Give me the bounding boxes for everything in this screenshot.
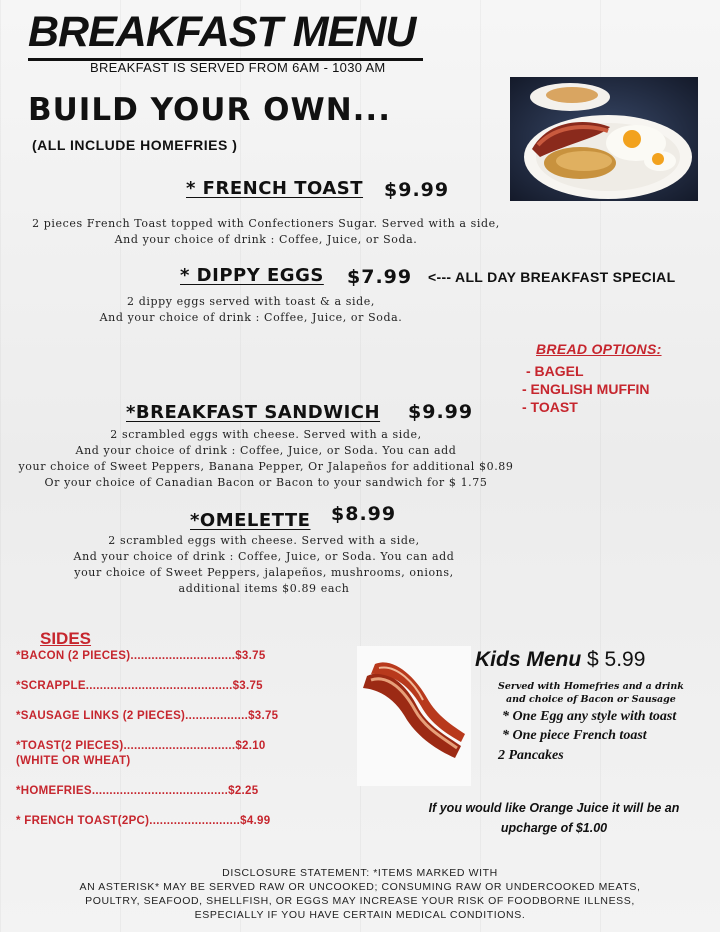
all-day-special-note: <--- ALL DAY BREAKFAST SPECIAL xyxy=(428,269,676,285)
side-price: $3.75 xyxy=(232,680,263,692)
side-label: *TOAST(2 PIECES) xyxy=(16,740,124,752)
omelette-price: $8.99 xyxy=(331,503,397,525)
page-title: BREAKFAST MENU xyxy=(28,6,423,61)
side-label: * FRENCH TOAST(2PC) xyxy=(16,815,150,827)
french-toast-heading: * FRENCH TOAST xyxy=(186,178,364,199)
side-price: $2.25 xyxy=(228,785,259,797)
french-toast-desc-line1: 2 pieces French Toast topped with Confectioners Sugar. Served with a side, xyxy=(32,217,500,230)
kids-item-pancakes: 2 Pancakes xyxy=(498,748,564,763)
kids-note-line2: and choice of Bacon or Sausage xyxy=(506,694,676,705)
side-price: $3.75 xyxy=(248,710,279,722)
served-hours: BREAKFAST IS SERVED FROM 6AM - 1030 AM xyxy=(90,60,386,75)
side-label: *SCRAPPLE xyxy=(16,680,86,692)
side-row-toast xyxy=(16,739,266,769)
side-label: *BACON (2 PIECES) xyxy=(16,650,131,662)
side-row-bacon xyxy=(16,649,266,664)
disclosure-line1: DISCLOSURE STATEMENT: *ITEMS MARKED WITH xyxy=(222,867,498,879)
kids-menu-note xyxy=(498,680,684,706)
breakfast-sandwich-heading: *BREAKFAST SANDWICH xyxy=(126,402,381,423)
sandwich-desc-line2: And your choice of drink : Coffee, Juice, or Soda. You can add xyxy=(75,444,457,457)
disclosure-line4: ESPECIALLY IF YOU HAVE CERTAIN MEDICAL CONDITIONS. xyxy=(194,909,526,921)
oj-note-line1: If you would like Orange Juice it will be an xyxy=(428,801,680,815)
side-dots: ................................ xyxy=(123,740,236,752)
disclosure-line3: POULTRY, SEAFOOD, SHELLFISH, OR EGGS MAY INCREASE YOUR RISK OF FOODBORNE ILLNESS, xyxy=(85,895,635,907)
side-row-french-toast xyxy=(16,814,270,829)
bread-option-bagel: - BAGEL xyxy=(526,363,584,379)
kids-item-egg: * One Egg any style with toast xyxy=(502,709,677,724)
dippy-eggs-desc-line2: And your choice of drink : Coffee, Juice, or Soda. xyxy=(99,311,403,324)
bread-option-english-muffin: - ENGLISH MUFFIN xyxy=(522,381,650,397)
omelette-desc-line3: your choice of Sweet Peppers, jalapeños, mushrooms, onions, xyxy=(74,566,454,579)
kids-item-french-toast: * One piece French toast xyxy=(502,728,647,743)
orange-juice-note xyxy=(404,798,704,838)
side-price: $4.99 xyxy=(240,815,271,827)
include-note: (ALL INCLUDE HOMEFRIES ) xyxy=(32,137,238,153)
french-toast-desc-line2: And your choice of drink : Coffee, Juice, or Soda. xyxy=(114,233,418,246)
bacon-photo xyxy=(357,646,471,786)
breakfast-plate-photo xyxy=(510,77,698,201)
kids-menu-title xyxy=(475,648,645,672)
sandwich-desc-line3: your choice of Sweet Peppers, Banana Pepper, Or Jalapeños for additional $0.89 xyxy=(18,460,514,473)
dippy-eggs-desc xyxy=(0,294,502,326)
bread-options-list xyxy=(522,362,650,416)
oj-note-line2: upcharge of $1.00 xyxy=(500,821,608,835)
side-dots: .............................. xyxy=(130,650,236,662)
side-row-sausage-links xyxy=(16,709,278,724)
bread-option-toast: - TOAST xyxy=(522,399,578,415)
side-dots: ....................................... xyxy=(91,785,229,797)
side-dots: .......................................... xyxy=(85,680,233,692)
omelette-desc xyxy=(0,533,528,597)
side-row-scrapple xyxy=(16,679,263,694)
dippy-eggs-price: $7.99 xyxy=(347,266,413,288)
omelette-desc-line4: additional items $0.89 each xyxy=(178,582,350,595)
french-toast-price: $9.99 xyxy=(384,179,450,201)
breakfast-sandwich-desc xyxy=(0,427,532,491)
kids-note-line1: Served with Homefries and a drink xyxy=(498,681,684,692)
side-toast-sub: (WHITE OR WHEAT) xyxy=(16,755,131,767)
disclosure-statement xyxy=(30,866,690,922)
side-price: $3.75 xyxy=(235,650,266,662)
dippy-eggs-heading: * DIPPY EGGS xyxy=(180,265,324,286)
build-your-own-heading: BUILD YOUR OWN... xyxy=(28,92,391,128)
sides-title: SIDES xyxy=(40,629,92,648)
kids-menu-label: Kids Menu xyxy=(475,648,582,671)
omelette-desc-line1: 2 scrambled eggs with cheese. Served with a side, xyxy=(108,534,420,547)
side-price: $2.10 xyxy=(235,740,266,752)
sandwich-desc-line1: 2 scrambled eggs with cheese. Served with a side, xyxy=(110,428,422,441)
side-row-homefries xyxy=(16,784,258,799)
side-label: *HOMEFRIES xyxy=(16,785,92,797)
bread-options-title: BREAD OPTIONS: xyxy=(536,341,662,357)
omelette-desc-line2: And your choice of drink : Coffee, Juice, or Soda. You can add xyxy=(73,550,455,563)
french-toast-desc xyxy=(0,216,532,248)
sandwich-desc-line4: Or your choice of Canadian Bacon or Bacon to your sandwich for $ 1.75 xyxy=(44,476,488,489)
breakfast-sandwich-price: $9.99 xyxy=(408,401,474,423)
side-dots: .................. xyxy=(185,710,249,722)
side-dots: .......................... xyxy=(149,815,241,827)
omelette-heading: *OMELETTE xyxy=(190,510,311,531)
disclosure-line2: AN ASTERISK* MAY BE SERVED RAW OR UNCOOKED; CONSUMING RAW OR UNDERCOOKED MEATS, xyxy=(79,881,641,893)
side-label: *SAUSAGE LINKS (2 PIECES) xyxy=(16,710,186,722)
dippy-eggs-desc-line1: 2 dippy eggs served with toast & a side, xyxy=(127,295,375,308)
kids-menu-price: $ 5.99 xyxy=(587,648,646,671)
